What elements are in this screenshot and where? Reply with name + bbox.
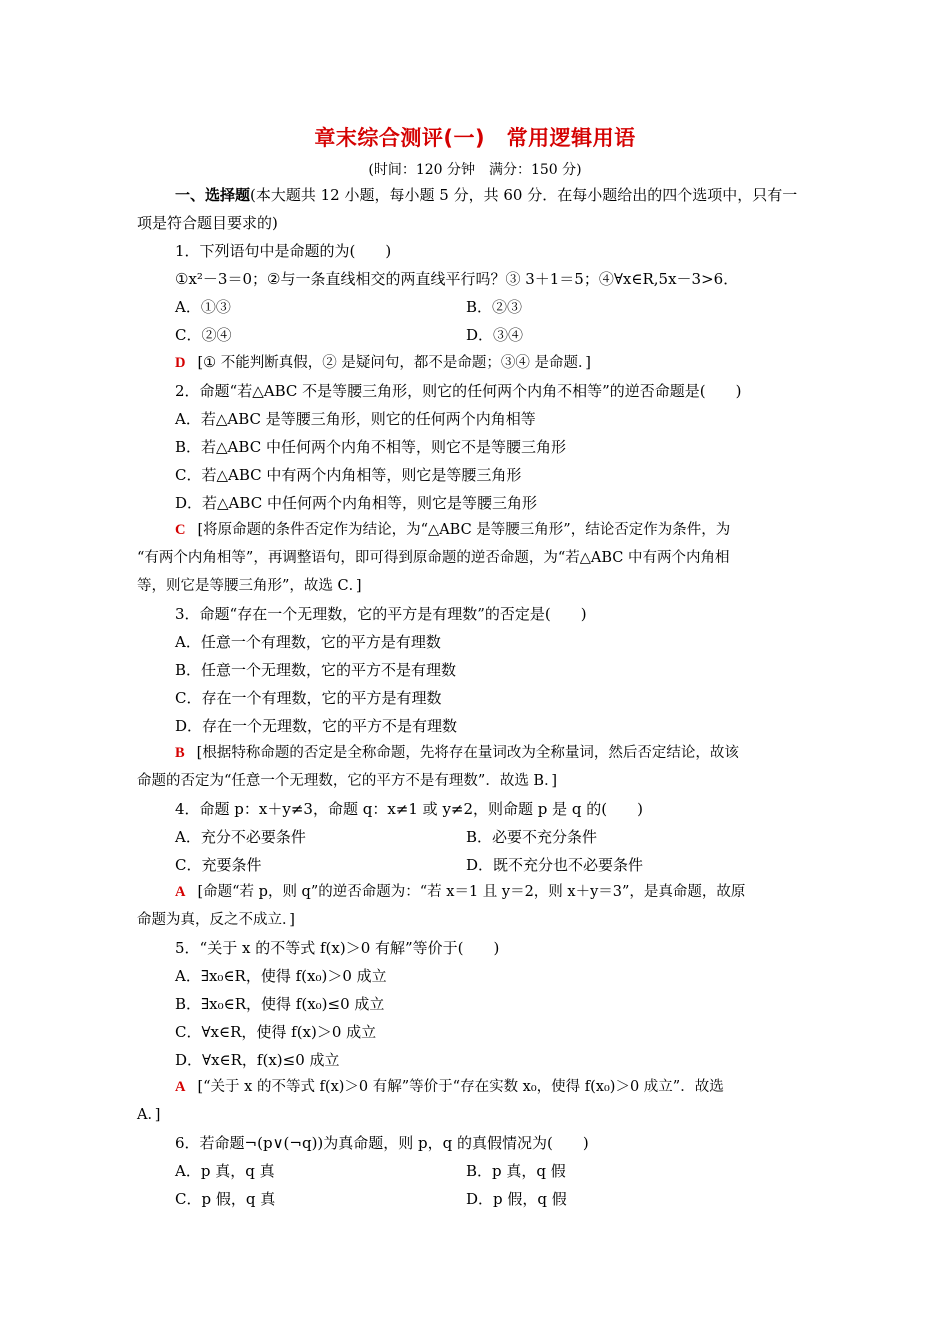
page-title: 章末综合测评(一) 常用逻辑用语 — [314, 126, 636, 150]
q2-option-d: D．若△ABC 中任何两个内角相等，则它是等腰三角形 — [175, 494, 537, 512]
q5-explanation-line2: A．] — [137, 1107, 161, 1123]
q4-option-a: A．充分不必要条件 — [175, 828, 306, 846]
q6-option-a: A．p 真，q 真 — [175, 1162, 275, 1180]
q1-option-c: C．②④ — [175, 326, 232, 344]
q2-option-b: B．若△ABC 中任何两个内角不相等，则它不是等腰三角形 — [175, 438, 566, 456]
q3-explanation-line1 — [175, 743, 739, 763]
q6-option-c: C．p 假，q 真 — [175, 1190, 276, 1208]
q5-explanation-line1 — [175, 1077, 724, 1097]
q1-detail: ①x²－3＝0；②与一条直线相交的两直线平行吗？③ 3＋1＝5；④∀x∈R,5x－3>6． — [175, 270, 739, 288]
q3-stem: 3．命题“存在一个无理数，它的平方是有理数”的否定是( ) — [175, 605, 587, 623]
q3-option-c: C．存在一个有理数，它的平方是有理数 — [175, 689, 442, 707]
q2-option-c: C．若△ABC 中有两个内角相等，则它是等腰三角形 — [175, 466, 522, 484]
q4-answer: A — [175, 884, 186, 900]
q3-explanation-line2: 命题的否定为“任意一个无理数，它的平方不是有理数”．故选 B．] — [137, 773, 557, 789]
q6-option-d: D．p 假，q 假 — [466, 1190, 567, 1208]
q5-option-a: A．∃x₀∈R，使得 f(x₀)＞0 成立 — [175, 967, 387, 985]
q1-option-a: A．①③ — [175, 298, 231, 316]
q5-option-d: D．∀x∈R，f(x)≤0 成立 — [175, 1051, 340, 1069]
q3-explanation-text: [根据特称命题的否定是全称命题，先将存在量词改为全称量词，然后否定结论，故该 — [196, 745, 739, 761]
q4-explanation-text: [命题“若 p，则 q”的逆否命题为：“若 x＝1 且 y＝2，则 x＋y＝3”，是真命题，故原 — [197, 884, 746, 900]
q1-explanation-text: [① 不能判断真假，② 是疑问句，都不是命题；③④ 是命题．] — [197, 355, 591, 371]
q6-option-b: B．p 真，q 假 — [466, 1162, 566, 1180]
q3-option-d: D．存在一个无理数，它的平方不是有理数 — [175, 717, 458, 735]
q2-explanation-line2: “有两个内角相等”，再调整语句，即可得到原命题的逆否命题，为“若△ABC 中有两个内角相 — [137, 550, 730, 566]
q4-option-d: D．既不充分也不必要条件 — [466, 856, 644, 874]
q5-option-b: B．∃x₀∈R，使得 f(x₀)≤0 成立 — [175, 995, 385, 1013]
q2-explanation-text: [将原命题的条件否定作为结论，为“△ABC 是等腰三角形”，结论否定作为条件，为 — [197, 522, 731, 538]
q2-stem: 2．命题“若△ABC 不是等腰三角形，则它的任何两个内角不相等”的逆否命题是( ) — [175, 382, 742, 400]
q2-explanation-line1 — [175, 520, 730, 540]
q5-stem: 5．“关于 x 的不等式 f(x)＞0 有解”等价于( ) — [175, 939, 500, 957]
q4-option-b: B．必要不充分条件 — [466, 828, 598, 846]
q1-answer: D — [175, 355, 186, 371]
section-intro-text: (本大题共 12 小题，每小题 5 分，共 60 分．在每小题给出的四个选项中，只有一 — [250, 186, 798, 204]
q4-option-c: C．充要条件 — [175, 856, 262, 874]
q1-stem: 1．下列语句中是命题的为( ) — [175, 242, 392, 260]
q1-option-b: B．②③ — [466, 298, 523, 316]
q4-explanation-line1 — [175, 882, 745, 902]
q1-explanation — [175, 353, 591, 373]
q2-option-a: A．若△ABC 是等腰三角形，则它的任何两个内角相等 — [175, 410, 536, 428]
q2-answer: C — [175, 522, 186, 538]
section-heading: 一、选择题 — [175, 186, 251, 204]
q4-stem: 4．命题 p：x＋y≠3，命题 q：x≠1 或 y≠2，则命题 p 是 q 的( ) — [175, 800, 644, 818]
q4-explanation-line2: 命题为真，反之不成立．] — [137, 912, 295, 928]
q3-option-b: B．任意一个无理数，它的平方不是有理数 — [175, 661, 457, 679]
q5-explanation-text: [“关于 x 的不等式 f(x)＞0 有解”等价于“存在实数 x₀，使得 f(x₀)＞0 成立”．故选 — [197, 1079, 724, 1095]
q5-answer: A — [175, 1079, 186, 1095]
q1-option-d: D．③④ — [466, 326, 524, 344]
q5-option-c: C．∀x∈R，使得 f(x)＞0 成立 — [175, 1023, 377, 1041]
q3-option-a: A．任意一个有理数，它的平方是有理数 — [175, 633, 441, 651]
q6-stem: 6．若命题¬(p∨(¬q))为真命题，则 p，q 的真假情况为( ) — [175, 1134, 589, 1152]
exam-info: (时间：120 分钟 满分：150 分) — [368, 162, 582, 178]
q3-answer: B — [175, 745, 185, 761]
section-intro-line1 — [175, 185, 797, 205]
section-intro-line2: 项是符合题目要求的) — [137, 214, 278, 232]
q2-explanation-line3: 等，则它是等腰三角形”，故选 C．] — [137, 578, 362, 594]
